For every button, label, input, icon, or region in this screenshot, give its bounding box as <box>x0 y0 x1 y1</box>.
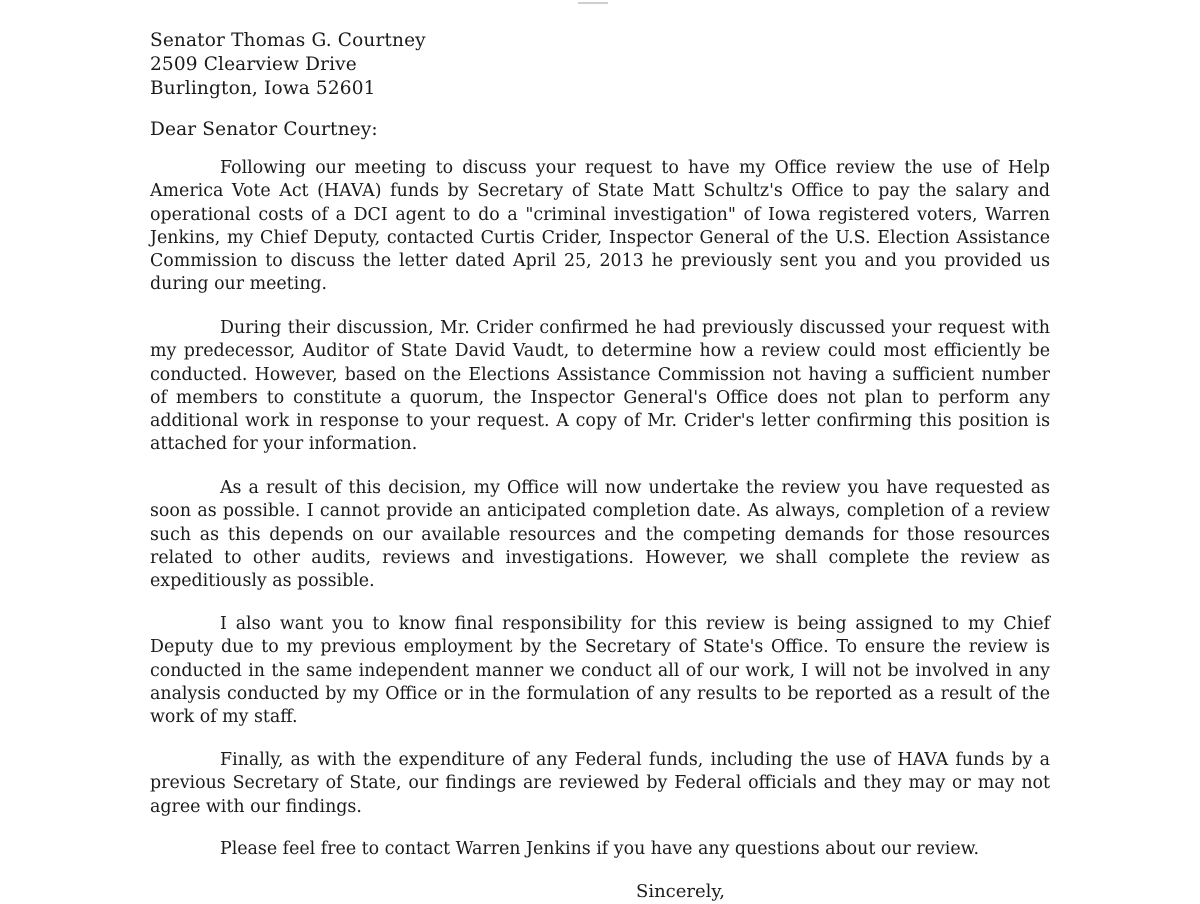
paragraph-contact: Please feel free to contact Warren Jenkins if you have any questions about our review. <box>220 839 979 859</box>
recipient-city-line: Burlington, Iowa 52601 <box>150 78 376 99</box>
paragraph-inspector-discussion: During their discussion, Mr. Crider confirmed he had previously discussed your request with my predecessor, Auditor of State David Vaudt, to determine how a review could most efficiently be conducted. However, based on the Elections Assistance Commission not having a sufficient number of members to constitute a quorum, the Inspector General's Office does not plan to perform any additional work in response to your request. A copy of Mr. Crider's letter confirming this position is attached for your information. <box>150 318 1050 455</box>
paragraph-review-undertaken: As a result of this decision, my Office will now undertake the review you have requested as soon as possible. I cannot provide an anticipated completion date. As always, completion of a review such as this depends on our available resources and the competing demands for those resources related to other audits, reviews and investigations. However, we shall complete the review as expeditiously as possible. <box>150 478 1050 592</box>
closing: Sincerely, <box>636 881 725 902</box>
salutation: Dear Senator Courtney: <box>150 119 378 140</box>
recipient-address <box>150 29 426 101</box>
recipient-street: 2509 Clearview Drive <box>150 54 357 75</box>
paragraph-responsibility: I also want you to know final responsibility for this review is being assigned to my Chief Deputy due to my previous employment by the Secretary of State's Office. To ensure the review is conducted in the same independent manner we conduct all of our work, I will not be involved in any analysis conducted by my Office or in the formulation of any results to be reported as a result of the work of my staff. <box>150 614 1050 728</box>
paragraph-meeting-followup: Following our meeting to discuss your request to have my Office review the use of Help America Vote Act (HAVA) funds by Secretary of State Matt Schultz's Office to pay the salary and operational costs of a DCI agent to do a "criminal investigation" of Iowa registered voters, Warren Jenkins, my Chief Deputy, contacted Curtis Crider, Inspector General of the U.S. Election Assistance Commission to discuss the letter dated April 25, 2013 he previously sent you and you provided us during our meeting. <box>150 158 1050 295</box>
page-top-mark <box>578 0 608 4</box>
paragraph-federal-review: Finally, as with the expenditure of any Federal funds, including the use of HAVA funds by a previous Secretary of State, our findings are reviewed by Federal officials and they may or may not agree with our findings. <box>150 750 1050 817</box>
recipient-name: Senator Thomas G. Courtney <box>150 30 426 51</box>
